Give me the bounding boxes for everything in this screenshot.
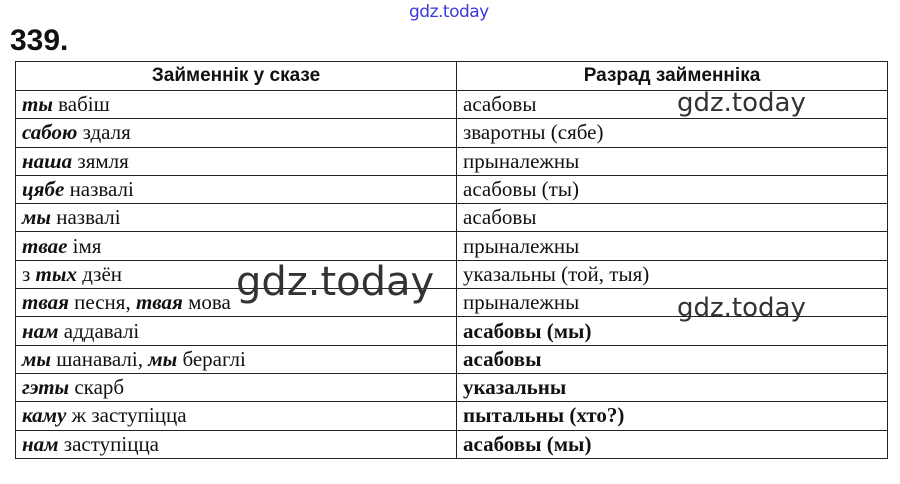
table-row [16, 175, 888, 203]
table-row [16, 430, 888, 458]
watermark: gdz.today [677, 293, 806, 323]
table-header-row [16, 62, 888, 91]
table-row [16, 119, 888, 147]
table-row [16, 373, 888, 401]
pronoun-word: каму [22, 403, 67, 428]
watermark: gdz.today [677, 88, 806, 118]
sentence-text: скарб [69, 375, 125, 400]
pronoun-in-sentence [16, 204, 457, 232]
pronoun-in-sentence [16, 402, 457, 430]
pronoun-in-sentence [16, 345, 457, 373]
sentence-text: вабіш [52, 92, 110, 117]
pronoun-in-sentence [16, 232, 457, 260]
sentence-text: мова [182, 290, 231, 315]
pronoun-word: гэты [22, 375, 70, 400]
pronoun-word: мы [148, 346, 178, 371]
task-number: 339. [10, 24, 69, 57]
pronoun-category: прыналежны [457, 232, 888, 260]
pronoun-word: ты [22, 92, 53, 117]
table-row [16, 147, 888, 175]
header-category: Разрад займенніка [457, 62, 888, 91]
watermark: gdz.today [236, 259, 435, 305]
sentence-text: з [22, 261, 36, 286]
sentence-text: шанавалі, [50, 346, 149, 371]
pronoun-in-sentence [16, 430, 457, 458]
sentence-text: заступіцца [58, 431, 160, 456]
pronoun-category: пытальны (хто?) [457, 402, 888, 430]
sentence-text: дзён [76, 261, 122, 286]
table-row [16, 317, 888, 345]
table-row [16, 232, 888, 260]
pronoun-in-sentence [16, 289, 457, 317]
pronoun-word: нам [22, 431, 59, 456]
pronoun-in-sentence [16, 175, 457, 203]
pronoun-category: зваротны (сябе) [457, 119, 888, 147]
pronoun-word: твае [22, 233, 68, 258]
pronoun-category: указальны [457, 373, 888, 401]
pronoun-category: асабовы [457, 345, 888, 373]
watermark-top: gdz.today [409, 2, 489, 22]
pronoun-category: прыналежны [457, 289, 888, 317]
table-row [16, 91, 888, 119]
pronoun-category: указальны (той, тыя) [457, 260, 888, 288]
table-row [16, 289, 888, 317]
pronoun-word: сабою [22, 120, 78, 145]
sentence-text: назвалі [50, 205, 121, 230]
pronoun-category: прыналежны [457, 147, 888, 175]
pronoun-category: асабовы (мы) [457, 430, 888, 458]
pronoun-category: асабовы (мы) [457, 317, 888, 345]
pronoun-word: мы [22, 346, 51, 371]
pronoun-word: твая [22, 290, 69, 315]
table-row [16, 345, 888, 373]
pronoun-word: цябе [22, 177, 65, 202]
pronoun-category: асабовы (ты) [457, 175, 888, 203]
pronoun-in-sentence [16, 147, 457, 175]
pronoun-in-sentence [16, 119, 457, 147]
pronoun-in-sentence [16, 317, 457, 345]
sentence-text: зямля [72, 148, 129, 173]
sentence-text: імя [67, 233, 102, 258]
pronoun-word: наша [22, 148, 73, 173]
sentence-text: аддавалі [58, 318, 140, 343]
pronoun-word: тых [35, 261, 77, 286]
sentence-text: здаля [77, 120, 131, 145]
pronoun-category: асабовы [457, 204, 888, 232]
pronoun-word: твая [135, 290, 183, 315]
sentence-text: песня, [68, 290, 136, 315]
header-pronoun: Займеннік у сказе [16, 62, 457, 91]
table-row [16, 402, 888, 430]
pronoun-in-sentence [16, 373, 457, 401]
pronoun-in-sentence [16, 260, 457, 288]
pronoun-word: мы [22, 205, 51, 230]
pronoun-word: нам [22, 318, 59, 343]
table-row [16, 204, 888, 232]
pronoun-table [15, 61, 888, 459]
table-row [16, 260, 888, 288]
sentence-text: ж заступіцца [66, 403, 187, 428]
pronoun-category: асабовы [457, 91, 888, 119]
pronoun-in-sentence [16, 91, 457, 119]
sentence-text: берaглі [177, 346, 246, 371]
sentence-text: назвалі [64, 177, 134, 202]
